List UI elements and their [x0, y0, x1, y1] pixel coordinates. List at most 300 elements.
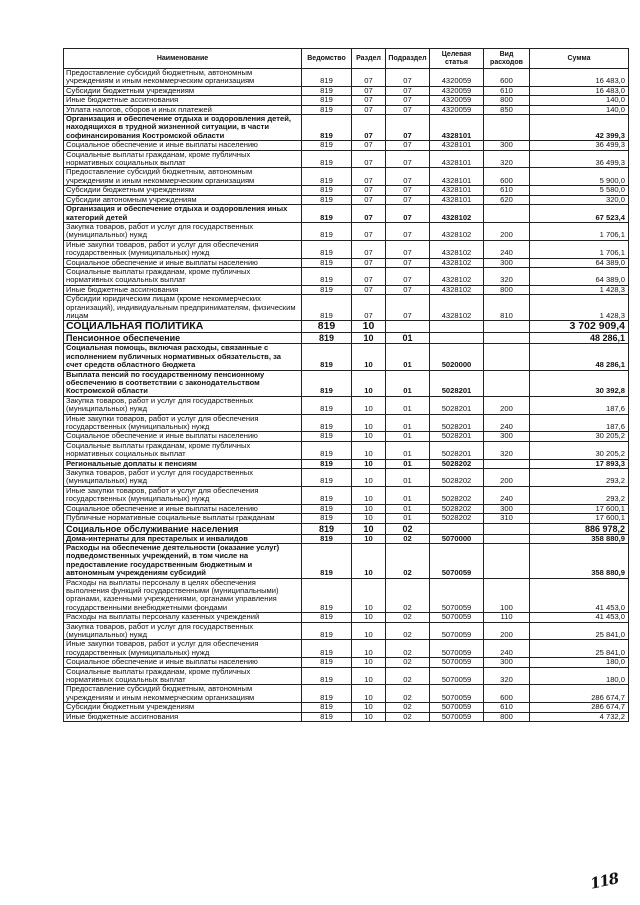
row-department: 819: [302, 667, 352, 685]
row-expense-type: [484, 115, 530, 141]
page-number: 118: [588, 869, 620, 893]
table-row: [64, 205, 629, 223]
row-target-article: 5020000: [430, 344, 484, 370]
row-section: 10: [352, 469, 386, 487]
row-name: Организация и обеспечение отдыха и оздоровления детей, находящихся в трудной жизненной ситуации, в части софинансирования Костромской области: [64, 115, 302, 141]
row-section: 10: [352, 534, 386, 543]
row-name: Социальное обеспечение и иные выплаты населению: [64, 141, 302, 150]
row-name: Расходы на обеспечение деятельности (оказание услуг) подведомственных учреждений, в том числе на предоставление государственным бюджетным и автономным учреждениям субсидий: [64, 543, 302, 578]
row-name: Субсидии бюджетным учреждениям: [64, 703, 302, 712]
table-row: [64, 370, 629, 396]
table-row: [64, 267, 629, 285]
row-target-article: 5028202: [430, 469, 484, 487]
row-name: Социальное обеспечение и иные выплаты населению: [64, 432, 302, 441]
row-expense-type: [484, 523, 530, 534]
row-subsection: 07: [386, 86, 430, 95]
row-target-article: 5070059: [430, 712, 484, 721]
row-expense-type: 610: [484, 86, 530, 95]
row-name: Расходы на выплаты персоналу в целях обеспечения выполнения функций государственными (муниципальными) органами, казенными учреждениями, органами управления государственными внебюджетными фондами: [64, 578, 302, 613]
row-target-article: 4320059: [430, 86, 484, 95]
row-department: 819: [302, 396, 352, 414]
row-expense-type: [484, 534, 530, 543]
row-amount: 5 580,0: [530, 186, 629, 195]
row-expense-type: 620: [484, 195, 530, 204]
row-department: 819: [302, 344, 352, 370]
row-name: Иные закупки товаров, работ и услуг для обеспечения государственных (муниципальных) нужд: [64, 240, 302, 258]
row-subsection: 07: [386, 105, 430, 114]
row-subsection: 07: [386, 258, 430, 267]
row-name: Социальное обеспечение и иные выплаты населению: [64, 504, 302, 513]
row-section: 10: [352, 578, 386, 613]
row-amount: 1 706,1: [530, 222, 629, 240]
row-section: 07: [352, 141, 386, 150]
row-subsection: 02: [386, 578, 430, 613]
row-expense-type: 320: [484, 667, 530, 685]
row-name: Иные закупки товаров, работ и услуг для обеспечения государственных (муниципальных) нужд: [64, 414, 302, 432]
row-target-article: 5070059: [430, 578, 484, 613]
row-subsection: 01: [386, 469, 430, 487]
row-section: 07: [352, 69, 386, 87]
row-expense-type: 300: [484, 658, 530, 667]
row-section: 10: [352, 640, 386, 658]
row-expense-type: [484, 344, 530, 370]
row-department: 819: [302, 222, 352, 240]
row-name: Социальное обеспечение и иные выплаты населению: [64, 658, 302, 667]
row-subsection: 07: [386, 168, 430, 186]
row-department: 819: [302, 414, 352, 432]
row-section: 07: [352, 115, 386, 141]
row-section: 10: [352, 712, 386, 721]
row-subsection: 02: [386, 685, 430, 703]
row-expense-type: 240: [484, 486, 530, 504]
row-target-article: 5028201: [430, 414, 484, 432]
row-department: 819: [302, 514, 352, 523]
header-name: Наименование: [64, 49, 302, 69]
table-row: [64, 344, 629, 370]
row-section: 07: [352, 222, 386, 240]
row-amount: 30 205,2: [530, 441, 629, 459]
row-section: 10: [352, 370, 386, 396]
row-subsection: 02: [386, 613, 430, 622]
row-target-article: 5070059: [430, 613, 484, 622]
row-amount: 1 428,3: [530, 285, 629, 294]
row-amount: 140,0: [530, 105, 629, 114]
row-name: Расходы на выплаты персоналу казенных учреждений: [64, 613, 302, 622]
row-target-article: 4328102: [430, 267, 484, 285]
row-expense-type: 600: [484, 168, 530, 186]
row-name: Иные бюджетные ассигнования: [64, 285, 302, 294]
row-target-article: 4328102: [430, 240, 484, 258]
header-department: Ведомство: [302, 49, 352, 69]
row-department: 819: [302, 543, 352, 578]
row-department: 819: [302, 640, 352, 658]
row-expense-type: 600: [484, 69, 530, 87]
row-section: 10: [352, 514, 386, 523]
row-expense-type: [484, 370, 530, 396]
table-row: [64, 168, 629, 186]
row-subsection: 07: [386, 285, 430, 294]
budget-table-sheet: [63, 48, 628, 722]
table-row: [64, 333, 629, 344]
row-amount: 180,0: [530, 667, 629, 685]
row-name: Социальные выплаты гражданам, кроме публичных нормативных социальных выплат: [64, 667, 302, 685]
row-amount: 30 392,8: [530, 370, 629, 396]
row-section: 07: [352, 285, 386, 294]
table-row: [64, 86, 629, 95]
row-amount: 286 674,7: [530, 685, 629, 703]
row-department: 819: [302, 370, 352, 396]
row-section: 10: [352, 504, 386, 513]
row-subsection: 02: [386, 703, 430, 712]
row-target-article: 5028201: [430, 370, 484, 396]
row-target-article: 5070059: [430, 703, 484, 712]
table-row: [64, 432, 629, 441]
table-row: [64, 441, 629, 459]
table-row: [64, 514, 629, 523]
row-target-article: 4328101: [430, 115, 484, 141]
row-subsection: 07: [386, 141, 430, 150]
row-expense-type: 240: [484, 640, 530, 658]
table-row: [64, 414, 629, 432]
row-expense-type: 240: [484, 240, 530, 258]
table-row: [64, 195, 629, 204]
row-amount: 16 483,0: [530, 86, 629, 95]
row-expense-type: 320: [484, 150, 530, 168]
row-subsection: 02: [386, 640, 430, 658]
row-department: 819: [302, 486, 352, 504]
row-expense-type: [484, 205, 530, 223]
row-expense-type: 850: [484, 105, 530, 114]
header-expense-type: Вид расходов: [484, 49, 530, 69]
row-department: 819: [302, 703, 352, 712]
table-row: [64, 285, 629, 294]
row-department: 819: [302, 432, 352, 441]
row-name: Субсидии бюджетным учреждениям: [64, 86, 302, 95]
table-header-row: [64, 49, 629, 69]
row-section: 07: [352, 105, 386, 114]
row-department: 819: [302, 150, 352, 168]
row-subsection: 07: [386, 115, 430, 141]
row-name: Закупка товаров, работ и услуг для государственных (муниципальных) нужд: [64, 469, 302, 487]
row-section: 07: [352, 295, 386, 321]
row-name: СОЦИАЛЬНАЯ ПОЛИТИКА: [64, 321, 302, 333]
row-expense-type: 200: [484, 396, 530, 414]
row-section: 10: [352, 543, 386, 578]
row-target-article: 4328101: [430, 195, 484, 204]
row-department: 819: [302, 205, 352, 223]
row-expense-type: 800: [484, 96, 530, 105]
table-row: [64, 667, 629, 685]
row-subsection: 07: [386, 195, 430, 204]
row-name: Предоставление субсидий бюджетным, автономным учреждениям и иным некоммерческим организациям: [64, 685, 302, 703]
row-department: 819: [302, 459, 352, 468]
row-department: 819: [302, 168, 352, 186]
row-target-article: 5028201: [430, 396, 484, 414]
row-amount: 64 389,0: [530, 258, 629, 267]
table-row: [64, 543, 629, 578]
row-target-article: 4328102: [430, 295, 484, 321]
table-row: [64, 504, 629, 513]
row-section: 10: [352, 667, 386, 685]
row-department: 819: [302, 258, 352, 267]
row-target-article: 4328101: [430, 186, 484, 195]
row-amount: 48 286,1: [530, 344, 629, 370]
row-expense-type: [484, 333, 530, 344]
row-target-article: 5028202: [430, 504, 484, 513]
row-subsection: 07: [386, 96, 430, 105]
row-expense-type: [484, 543, 530, 578]
row-department: 819: [302, 115, 352, 141]
row-section: 07: [352, 240, 386, 258]
header-amount: Сумма: [530, 49, 629, 69]
row-amount: 358 880,9: [530, 534, 629, 543]
row-expense-type: 320: [484, 267, 530, 285]
row-section: 07: [352, 86, 386, 95]
row-target-article: 4328101: [430, 141, 484, 150]
row-expense-type: 610: [484, 703, 530, 712]
row-name: Закупка товаров, работ и услуг для государственных (муниципальных) нужд: [64, 222, 302, 240]
table-row: [64, 640, 629, 658]
row-amount: 64 389,0: [530, 267, 629, 285]
row-expense-type: 300: [484, 141, 530, 150]
row-amount: 17 893,3: [530, 459, 629, 468]
row-name: Социальная помощь, включая расходы, связанные с исполнением публичных нормативных обязательств, за счет средств областного бюджета: [64, 344, 302, 370]
row-amount: 30 205,2: [530, 432, 629, 441]
table-row: [64, 69, 629, 87]
row-expense-type: 320: [484, 441, 530, 459]
row-section: 07: [352, 195, 386, 204]
row-subsection: 02: [386, 534, 430, 543]
row-amount: 36 499,3: [530, 141, 629, 150]
row-target-article: 4328101: [430, 150, 484, 168]
row-name: Дома-интернаты для престарелых и инвалидов: [64, 534, 302, 543]
row-name: Региональные доплаты к пенсиям: [64, 459, 302, 468]
row-name: Иные закупки товаров, работ и услуг для обеспечения государственных (муниципальных) нужд: [64, 640, 302, 658]
row-expense-type: 300: [484, 504, 530, 513]
row-name: Субсидии автономным учреждениям: [64, 195, 302, 204]
row-amount: 140,0: [530, 96, 629, 105]
row-target-article: 5070059: [430, 667, 484, 685]
row-subsection: 01: [386, 459, 430, 468]
row-name: Иные закупки товаров, работ и услуг для обеспечения государственных (муниципальных) нужд: [64, 486, 302, 504]
row-target-article: 5070059: [430, 622, 484, 640]
row-department: 819: [302, 333, 352, 344]
row-target-article: 4328102: [430, 285, 484, 294]
row-department: 819: [302, 534, 352, 543]
row-amount: 180,0: [530, 658, 629, 667]
row-target-article: 5070059: [430, 658, 484, 667]
row-expense-type: 610: [484, 186, 530, 195]
table-row: [64, 523, 629, 534]
row-target-article: 4320059: [430, 96, 484, 105]
table-row: [64, 578, 629, 613]
row-target-article: 4328102: [430, 205, 484, 223]
row-department: 819: [302, 69, 352, 87]
row-expense-type: 800: [484, 285, 530, 294]
row-section: 07: [352, 168, 386, 186]
row-section: 10: [352, 321, 386, 333]
row-name: Субсидии юридическим лицам (кроме некоммерческих организаций), индивидуальным предпринимателям, физическим лицам: [64, 295, 302, 321]
row-section: 10: [352, 523, 386, 534]
row-expense-type: [484, 459, 530, 468]
row-department: 819: [302, 441, 352, 459]
header-target-article: Целевая статья: [430, 49, 484, 69]
row-department: 819: [302, 613, 352, 622]
row-section: 10: [352, 414, 386, 432]
row-name: Закупка товаров, работ и услуг для государственных (муниципальных) нужд: [64, 622, 302, 640]
row-name: Социальные выплаты гражданам, кроме публичных нормативных социальных выплат: [64, 267, 302, 285]
row-subsection: 01: [386, 396, 430, 414]
table-row: [64, 712, 629, 721]
row-name: Социальные выплаты гражданам, кроме публичных нормативных социальных выплат: [64, 441, 302, 459]
row-subsection: 01: [386, 370, 430, 396]
row-amount: 320,0: [530, 195, 629, 204]
row-target-article: 5028202: [430, 514, 484, 523]
row-department: 819: [302, 141, 352, 150]
row-section: 10: [352, 486, 386, 504]
table-row: [64, 222, 629, 240]
table-row: [64, 469, 629, 487]
table-row: [64, 658, 629, 667]
row-section: 07: [352, 258, 386, 267]
row-subsection: 02: [386, 658, 430, 667]
row-name: Социальное обслуживание населения: [64, 523, 302, 534]
row-amount: 3 702 909,4: [530, 321, 629, 333]
row-subsection: 07: [386, 205, 430, 223]
row-department: 819: [302, 285, 352, 294]
row-name: Иные бюджетные ассигнования: [64, 712, 302, 721]
table-row: [64, 150, 629, 168]
row-section: 10: [352, 703, 386, 712]
budget-table: [63, 48, 629, 722]
row-target-article: 5070059: [430, 640, 484, 658]
row-name: Социальное обеспечение и иные выплаты населению: [64, 258, 302, 267]
row-section: 10: [352, 441, 386, 459]
row-amount: 16 483,0: [530, 69, 629, 87]
row-subsection: 02: [386, 523, 430, 534]
table-row: [64, 96, 629, 105]
row-department: 819: [302, 712, 352, 721]
row-name: Предоставление субсидий бюджетным, автономным учреждениям и иным некоммерческим организациям: [64, 69, 302, 87]
row-amount: 4 732,2: [530, 712, 629, 721]
row-expense-type: [484, 321, 530, 333]
row-target-article: 5028202: [430, 486, 484, 504]
row-amount: 42 399,3: [530, 115, 629, 141]
row-amount: 1 428,3: [530, 295, 629, 321]
row-section: 07: [352, 96, 386, 105]
row-amount: 36 499,3: [530, 150, 629, 168]
table-row: [64, 105, 629, 114]
row-target-article: 5028202: [430, 459, 484, 468]
row-expense-type: 240: [484, 414, 530, 432]
row-department: 819: [302, 267, 352, 285]
row-subsection: 01: [386, 514, 430, 523]
row-section: 07: [352, 150, 386, 168]
row-amount: 17 600,1: [530, 504, 629, 513]
row-amount: 25 841,0: [530, 640, 629, 658]
row-section: 10: [352, 432, 386, 441]
row-section: 10: [352, 396, 386, 414]
row-expense-type: 200: [484, 622, 530, 640]
row-subsection: 02: [386, 622, 430, 640]
row-amount: 5 900,0: [530, 168, 629, 186]
table-row: [64, 321, 629, 333]
row-department: 819: [302, 685, 352, 703]
row-subsection: 01: [386, 344, 430, 370]
row-target-article: 5070000: [430, 534, 484, 543]
row-subsection: 07: [386, 240, 430, 258]
row-target-article: 5070059: [430, 685, 484, 703]
row-department: 819: [302, 295, 352, 321]
row-department: 819: [302, 240, 352, 258]
row-target-article: 4328101: [430, 168, 484, 186]
row-amount: 293,2: [530, 486, 629, 504]
row-target-article: [430, 333, 484, 344]
row-amount: 886 978,2: [530, 523, 629, 534]
row-amount: 358 880,9: [530, 543, 629, 578]
table-row: [64, 141, 629, 150]
row-department: 819: [302, 195, 352, 204]
row-amount: 48 286,1: [530, 333, 629, 344]
row-subsection: 01: [386, 504, 430, 513]
row-name: Выплата пенсий по государственному пенсионному обеспечению в соответствии с законодательством Костромской области: [64, 370, 302, 396]
row-subsection: 07: [386, 186, 430, 195]
row-subsection: 07: [386, 222, 430, 240]
row-expense-type: 300: [484, 258, 530, 267]
row-department: 819: [302, 504, 352, 513]
row-name: Предоставление субсидий бюджетным, автономным учреждениям и иным некоммерческим организациям: [64, 168, 302, 186]
row-name: Иные бюджетные ассигнования: [64, 96, 302, 105]
row-subsection: 01: [386, 486, 430, 504]
row-section: 10: [352, 459, 386, 468]
row-name: Публичные нормативные социальные выплаты гражданам: [64, 514, 302, 523]
row-expense-type: 110: [484, 613, 530, 622]
row-name: Пенсионное обеспечение: [64, 333, 302, 344]
header-subsection: Подраздел: [386, 49, 430, 69]
row-expense-type: 600: [484, 685, 530, 703]
row-section: 10: [352, 613, 386, 622]
row-subsection: 07: [386, 267, 430, 285]
row-target-article: 5070059: [430, 543, 484, 578]
row-department: 819: [302, 186, 352, 195]
table-row: [64, 486, 629, 504]
row-amount: 25 841,0: [530, 622, 629, 640]
row-target-article: [430, 321, 484, 333]
row-subsection: 02: [386, 543, 430, 578]
table-row: [64, 613, 629, 622]
table-row: [64, 703, 629, 712]
row-section: 10: [352, 333, 386, 344]
row-expense-type: 100: [484, 578, 530, 613]
row-amount: 1 706,1: [530, 240, 629, 258]
row-expense-type: 200: [484, 469, 530, 487]
row-subsection: 01: [386, 441, 430, 459]
row-amount: 187,6: [530, 414, 629, 432]
row-target-article: 4328102: [430, 222, 484, 240]
row-expense-type: 310: [484, 514, 530, 523]
table-row: [64, 534, 629, 543]
row-subsection: 01: [386, 432, 430, 441]
row-subsection: 07: [386, 295, 430, 321]
row-amount: 286 674,7: [530, 703, 629, 712]
row-name: Субсидии бюджетным учреждениям: [64, 186, 302, 195]
table-row: [64, 459, 629, 468]
row-target-article: 5028201: [430, 432, 484, 441]
row-department: 819: [302, 321, 352, 333]
table-row: [64, 186, 629, 195]
row-section: 10: [352, 658, 386, 667]
row-expense-type: 200: [484, 222, 530, 240]
